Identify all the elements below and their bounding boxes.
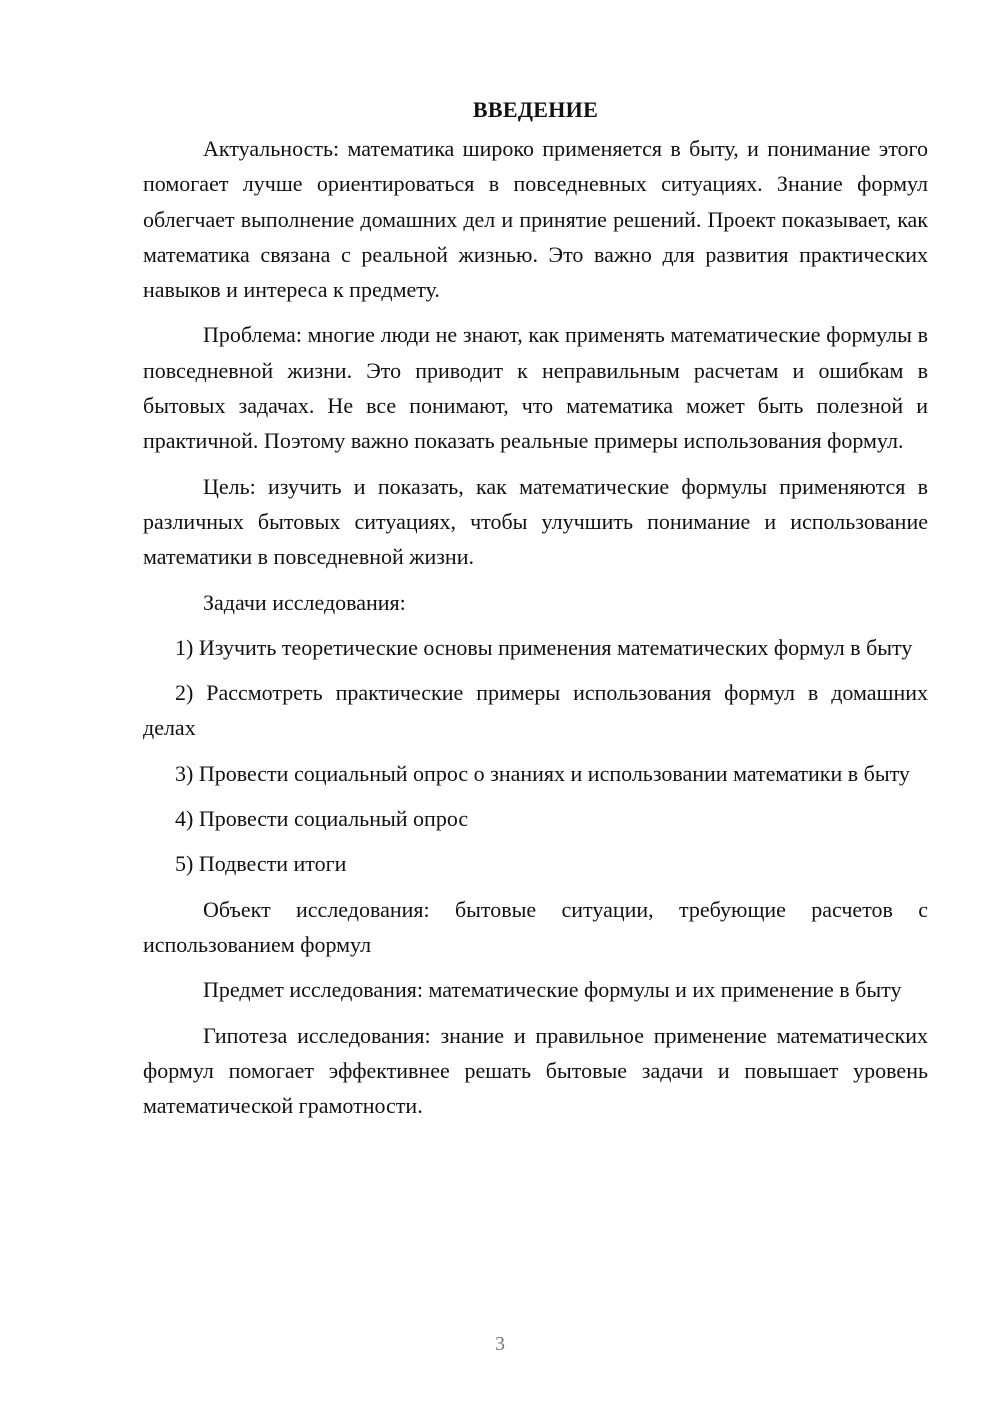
tasks-heading: Задачи исследования: <box>203 589 406 615</box>
task-item-4: 4) Провести социальный опрос <box>175 806 469 832</box>
hypothesis-paragraph: Гипотеза исследования: знание и правильное применение математических формул помогает эффективнее решать бытовые задачи и повышает уровень математической грамотности. <box>143 1022 928 1119</box>
object-paragraph: Объект исследования: бытовые ситуации, требующие расчетов с использованием формул <box>143 896 928 957</box>
document-page <box>143 92 928 1133</box>
task-item-3: 3) Провести социальный опрос о знаниях и использовании математики в быту <box>175 760 910 786</box>
task-item-1: 1) Изучить теоретические основы применения математических формул в быту <box>175 634 913 660</box>
task-item-2: 2) Рассмотреть практические примеры использования формул в домашних делах <box>143 680 928 741</box>
relevance-paragraph: Актуальность: математика широко применяется в быту, и понимание этого помогает лучше ориентироваться в повседневных ситуациях. Знание формул облегчает выполнение домашних дел и принятие решений. Проект показывает, как математика связана с реальной жизнью. Это важно для развития практических навыков и интереса к предмету. <box>143 136 928 303</box>
problem-paragraph: Проблема: многие люди не знают, как применять математические формулы в повседневной жизни. Это приводит к неправильным расчетам и ошибкам в бытовых задачах. Не все понимают, что математика может быть полезной и практичной. Поэтому важно показать реальные примеры использования формул. <box>143 322 928 454</box>
page-title: ВВЕДЕНИЕ <box>472 97 599 122</box>
subject-paragraph: Предмет исследования: математические формулы и их применение в быту <box>203 977 902 1003</box>
page-number: 3 <box>495 1333 505 1355</box>
task-item-5: 5) Подвести итоги <box>175 851 347 877</box>
goal-paragraph: Цель: изучить и показать, как математические формулы применяются в различных бытовых ситуациях, чтобы улучшить понимание и использование математики в повседневной жизни. <box>143 473 928 570</box>
